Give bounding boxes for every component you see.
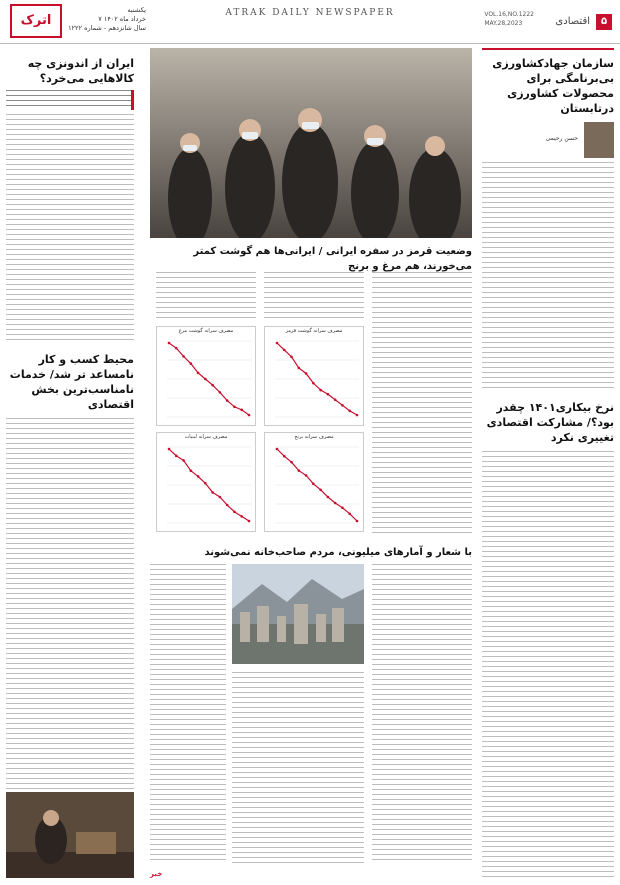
center-col-3a: [156, 272, 256, 320]
left-lead: [6, 90, 134, 110]
city-photo: [232, 564, 364, 664]
page-number: ۵: [596, 14, 612, 30]
data-point: [290, 356, 293, 359]
data-point: [319, 389, 322, 392]
data-point: [248, 520, 251, 523]
chart-plot: [265, 441, 363, 531]
author-block: [482, 122, 614, 162]
chart-1: [264, 326, 364, 426]
right-column: [482, 48, 614, 878]
data-point: [356, 414, 359, 417]
lower-headline: با شعار و آمارهای میلیونی، مردم صاحب‌خانه نمی‌شوند: [204, 547, 472, 558]
chart-4: [156, 432, 256, 532]
data-point: [175, 455, 178, 458]
workshop-photo-graphic: [6, 792, 134, 878]
author-photo: [584, 122, 614, 158]
data-point: [248, 414, 251, 417]
right-article-text: [482, 162, 614, 392]
left-second-article-text: [6, 418, 134, 818]
crowd-photo-graphic: [150, 48, 472, 238]
data-point: [283, 349, 286, 352]
issue-date: [66, 6, 146, 33]
data-point: [298, 367, 301, 370]
lower-col-3: [150, 564, 226, 864]
data-point: [226, 399, 229, 402]
data-point: [197, 475, 200, 478]
data-point: [240, 409, 243, 412]
data-point: [211, 384, 214, 387]
data-point: [226, 504, 229, 507]
crowd-photo: [150, 48, 472, 238]
data-point: [356, 520, 359, 523]
chart-plot: [157, 441, 255, 531]
volume-line: VOL.16,NO.1222: [484, 11, 534, 18]
chart-title: مصرف سرانه گوشت مرغ: [178, 328, 234, 334]
center-headline: وضعیت قرمز در سفره ایرانی / ایرانی‌ها هم گوشت کمتر می‌خورند، هم مرغ و برنج: [193, 246, 472, 272]
data-point: [168, 448, 171, 451]
data-point: [233, 511, 236, 514]
newspaper-logo: اترک: [10, 4, 62, 38]
lower-col-2: [232, 672, 364, 864]
city-photo-graphic: [232, 564, 364, 664]
date-day: یکشنبه: [127, 6, 146, 14]
chart-title: مصرف سرانه برنج: [294, 434, 334, 440]
data-point: [319, 489, 322, 492]
chart-2: [156, 326, 256, 426]
data-point: [327, 393, 330, 396]
data-point: [341, 404, 344, 407]
data-point: [290, 461, 293, 464]
left-second-headline: محیط کسب و کار نامساعد تر شد/ خدمات نامناسب‌ترین بخش اقتصادی: [9, 353, 134, 411]
data-point: [204, 378, 207, 381]
data-point: [168, 342, 171, 345]
data-point: [190, 469, 193, 472]
data-point: [276, 342, 279, 345]
date-line: MAY.28,2023: [484, 20, 523, 27]
data-point: [348, 410, 351, 413]
data-point: [334, 398, 337, 401]
data-point: [334, 502, 337, 505]
data-point: [219, 496, 222, 499]
data-point: [190, 362, 193, 365]
data-point: [327, 496, 330, 499]
center-col-1-text: [372, 272, 472, 537]
volume-info: [484, 10, 534, 28]
right-headline: سازمان جهادکشاورزی بی‌برنامگی برای محصولات کشاورزی درتابستان: [492, 57, 614, 115]
center-col-3a-text: [156, 272, 256, 320]
left-headline: ایران از اندونزی چه کالاهایی می‌خرد؟: [27, 57, 134, 85]
data-point: [348, 513, 351, 516]
chart-plot: [157, 335, 255, 425]
data-point: [240, 515, 243, 518]
right-second-headline: نرخ بیکاری۱۴۰۱ چقدر بود؟/ مشارکت اقتصادی تغییری نکرد: [486, 401, 614, 444]
lower-col-1-text: [372, 564, 472, 864]
chart-3: [264, 432, 364, 532]
center-col-2a: [264, 272, 364, 320]
chart-plot: [265, 335, 363, 425]
data-point: [341, 507, 344, 510]
data-point: [219, 391, 222, 394]
data-point: [298, 469, 301, 472]
chart-title: مصرف سرانه لبنیات: [184, 434, 228, 440]
footer-tag: خبر: [150, 870, 163, 878]
data-point: [312, 382, 315, 385]
date-full: ۷ خرداد ماه ۱۴۰۲: [98, 15, 146, 23]
data-point: [233, 405, 236, 408]
lower-col-1: [372, 564, 472, 864]
right-rule: [482, 48, 614, 50]
center-col-1: [372, 272, 472, 537]
section-title: اقتصادی: [555, 16, 590, 27]
left-article-text: [6, 114, 134, 344]
data-point: [211, 491, 214, 494]
data-point: [204, 482, 207, 485]
data-point: [305, 372, 308, 375]
workshop-photo: [6, 792, 134, 878]
lower-col-2-text: [232, 672, 364, 864]
data-point: [175, 347, 178, 350]
data-point: [182, 459, 185, 462]
masthead: ATRAK DAILY NEWSPAPER: [225, 8, 395, 18]
data-point: [182, 355, 185, 358]
data-point: [305, 474, 308, 477]
author-name: حسن رحیمی: [545, 135, 578, 142]
lower-col-3-text: [150, 564, 226, 864]
right-second-article-text: [482, 451, 614, 878]
data-point: [197, 372, 200, 375]
issue-number: سال شانزدهم - شماره ۱۲۲۲: [68, 24, 146, 32]
data-point: [276, 448, 279, 451]
page-header: [0, 0, 620, 44]
data-point: [312, 483, 315, 486]
center-col-2a-text: [264, 272, 364, 320]
data-point: [283, 455, 286, 458]
left-column: [6, 48, 134, 878]
chart-title: مصرف سرانه گوشت قرمز: [285, 328, 343, 334]
